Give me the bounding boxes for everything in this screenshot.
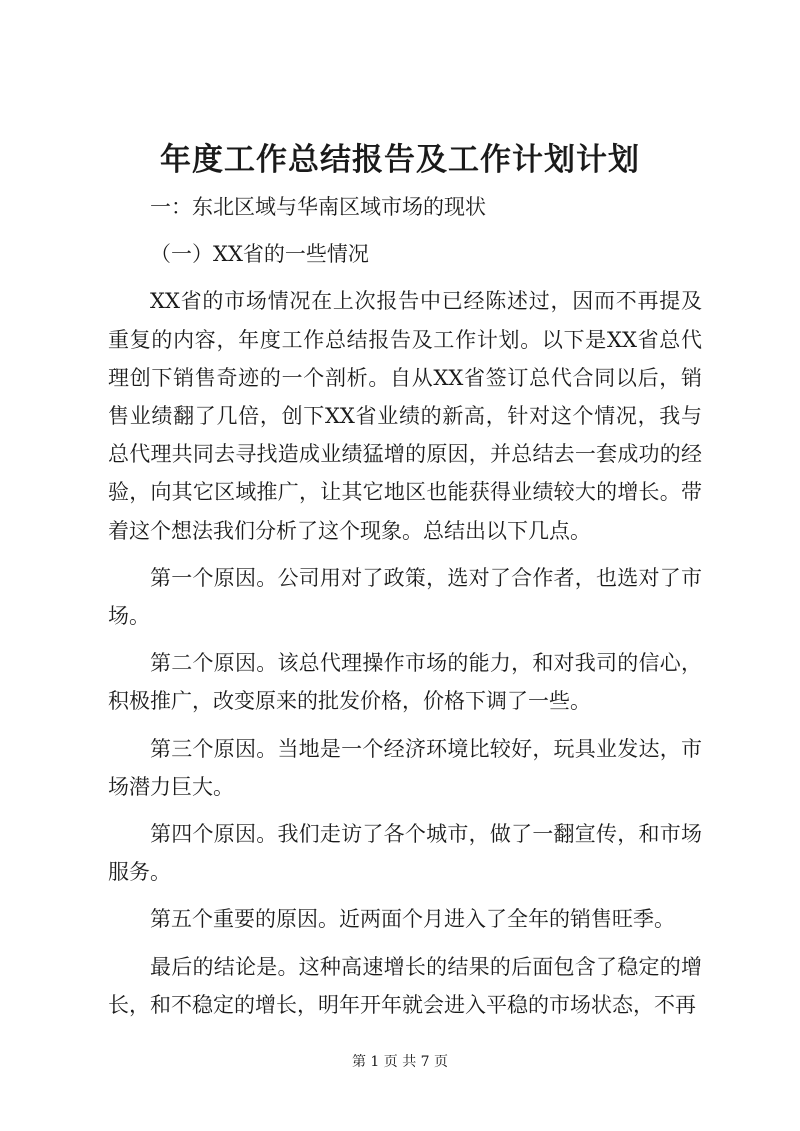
- body-paragraph: 第四个原因。我们走访了各个城市，做了一翻宣传，和市场服务。: [108, 822, 702, 885]
- document-title: 年度工作总结报告及工作计划计划: [160, 142, 640, 178]
- page-footer: 第 1 页 共 7 页: [351, 1054, 449, 1070]
- section-heading: 一：东北区域与华南区域市场的现状: [150, 195, 486, 219]
- body-paragraph: 第三个原因。当地是一个经济环境比较好，玩具业发达，市场潜力巨大。: [108, 736, 702, 799]
- body-paragraph: 第二个原因。该总代理操作市场的能力，和对我司的信心，积极推广，改变原来的批发价格，价格下调了一些。: [108, 651, 702, 714]
- subsection-heading: （一）XX省的一些情况: [150, 242, 369, 267]
- document-body: [108, 188, 702, 1033]
- body-paragraph: 第一个原因。公司用对了政策，选对了合作者，也选对了市场。: [108, 565, 702, 629]
- body-paragraph: 第五个重要的原因。近两面个月进入了全年的销售旺季。: [150, 907, 675, 932]
- body-paragraph: 最后的结论是。这种高速增长的结果的后面包含了稳定的增长，和不稳定的增长，明年开年就会进入平稳的市场状态，不再: [108, 954, 702, 1017]
- body-paragraph: XX省的市场情况在上次报告中已经陈述过，因而不再提及重复的内容，年度工作总结报告及工作计划。以下是XX省总代理创下销售奇迹的一个剖析。自从XX省签订总代合同以后，销售业绩翻了几倍，创下XX省业绩的新高，针对这个情况，我与总代理共同去寻找造成业绩猛增的原因，并总结去一套成功的经验，向其它区域推广，让其它地区也能获得业绩较大的增长。带着这个想法我们分析了这个现象。总结出以下几点。: [108, 289, 702, 543]
